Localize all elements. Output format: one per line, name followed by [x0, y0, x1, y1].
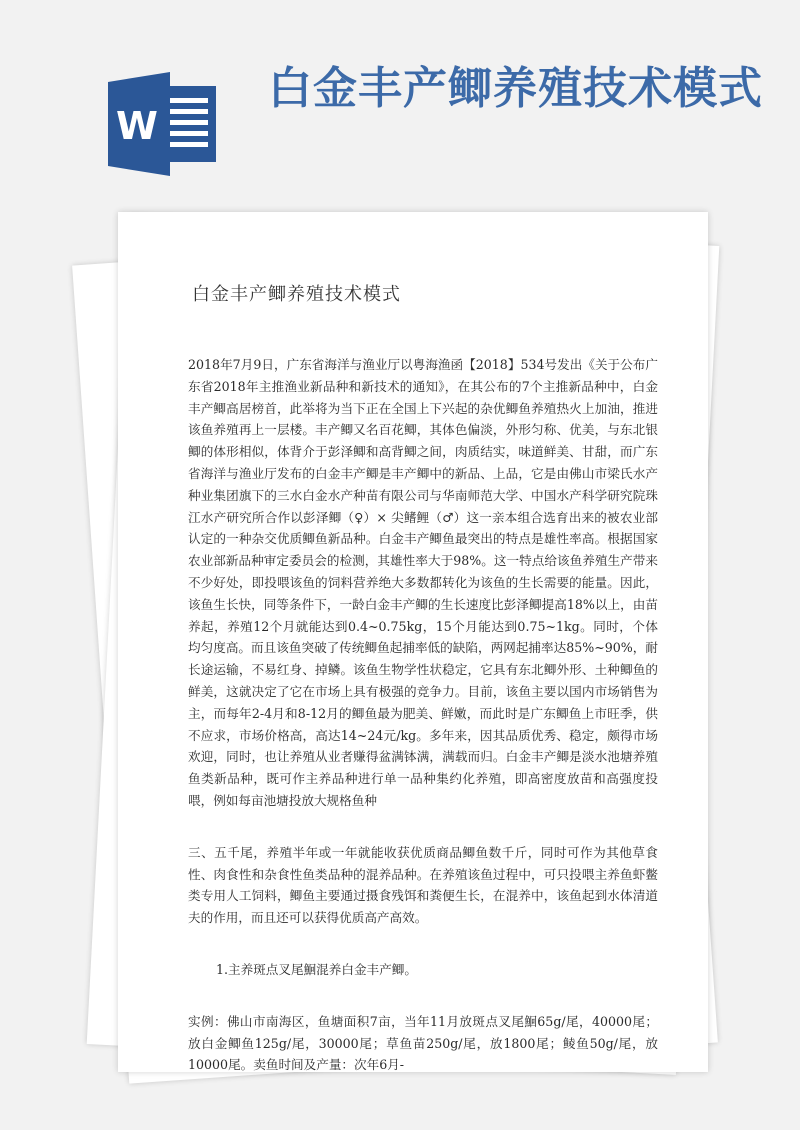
paragraph-polyculture: 三、五千尾，养殖半年或一年就能收获优质商品鲫鱼数千斤，同时可作为其他草食性、肉食性和杂食性鱼类品种的混养品种。在养殖该鱼过程中，可只投喂主养鱼虾鳖类专用人工饲料，鲫鱼主要通过摄食残饵和粪便生长，在混养中，该鱼起到水体清道夫的作用，而且还可以获得优质高产高效。	[188, 844, 658, 926]
word-document-icon	[108, 72, 220, 176]
document-title: 白金丰产鲫养殖技术模式	[192, 284, 401, 305]
document-body	[188, 280, 658, 1076]
header	[0, 0, 800, 200]
list-item-1: 1.主养斑点叉尾鮰混养白金丰产鲫。	[216, 961, 417, 977]
paragraph-intro: 2018年7月9日，广东省海洋与渔业厅以粤海渔函【2018】534号发出《关于公布广东省2018年主推渔业新品种和新技术的通知》，在其公布的7个主推新品种中，白金丰产鲫高居榜首，此举将为当下正在全国上下兴起的杂优鲫鱼养殖热火上加油，推进该鱼养殖再上一层楼。丰产鲫又名百花鲫，其体色偏淡，外形匀称、优美，与东北银鲫的体形相似，体背介于彭泽鲫和高背鲫之间，肉质结实，味道鲜美、甘甜，而广东省海洋与渔业厅发布的白金丰产鲫是丰产鲫中的新品、上品，它是由佛山市梁氏水产种业集团旗下的三水白金水产种苗有限公司与华南师范大学、中国水产科学研究院珠江水产研究所合作以彭泽鲫（♀）× 尖鳍鲤（♂）这一亲本组合选育出来的被农业部认定的一种杂交优质鲫鱼新品种。白金丰产鲫鱼最突出的特点是雄性率高。根据国家农业部新品种审定委员会的检测，其雄性率大于98%。这一特点给该鱼养殖生产带来不少好处，即投喂该鱼的饲料营养绝大多数都转化为该鱼的生长需要的能量。因此，该鱼生长快，同等条件下，一龄白金丰产鲫的生长速度比彭泽鲫提高18%以上，由苗养起，养殖12个月就能达到0.4~0.75kg，15个月能达到0.75~1kg。同时，个体均匀度高。而且该鱼突破了传统鲫鱼起捕率低的缺陷，两网起捕率达85%~90%，耐长途运输，不易红身、掉鳞。该鱼生物学性状稳定，它具有东北鲫外形、土种鲫鱼的鲜美，这就决定了它在市场上具有极强的竞争力。目前，该鱼主要以国内市场销售为主，而每年2-4月和8-12月的鲫鱼最为肥美、鲜嫩，而此时是广东鲫鱼上市旺季，供不应求，市场价格高，高达14~24元/kg。多年来，因其品质优秀、稳定，颇得市场欢迎，同时，也让养殖从业者赚得盆满钵满，满载而归。白金丰产鲫是淡水池塘养殖鱼类新品种，既可作主养品种进行单一品种集约化养殖，即高密度放苗和高强度投喂，例如每亩池塘投放大规格鱼种	[188, 357, 658, 808]
logo-letter: W	[116, 104, 158, 148]
paragraph-example: 实例：佛山市南海区，鱼塘面积7亩，当年11月放斑点叉尾鮰65g/尾，40000尾；放白金鲫鱼125g/尾，30000尾；草鱼苗250g/尾，放1800尾；鲮鱼50g/尾，放10000尾。卖鱼时间及产量：次年6月-	[188, 1013, 658, 1073]
page-title: 白金丰产鲫养殖技术模式	[268, 63, 763, 114]
